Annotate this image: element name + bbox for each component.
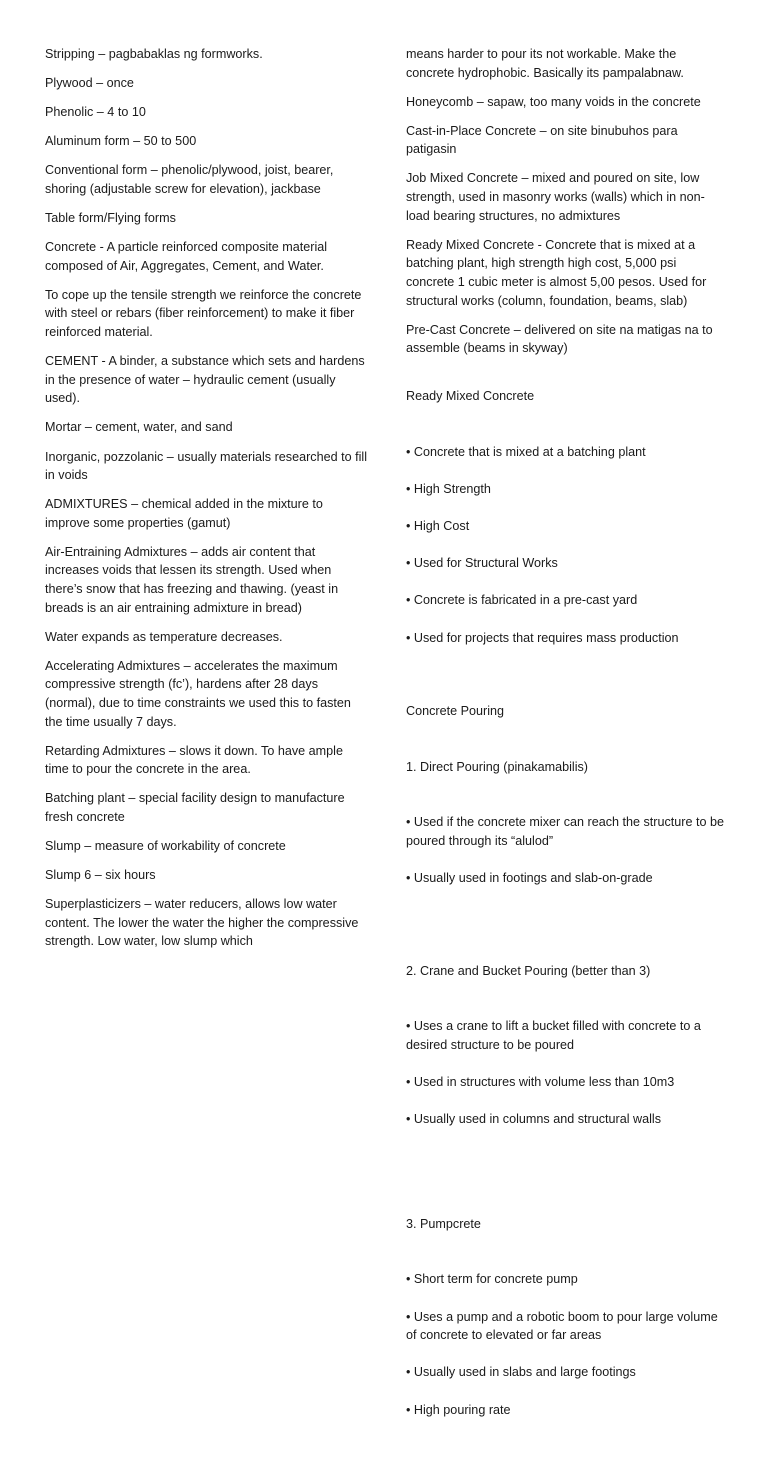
- note-ready-mixed: Ready Mixed Concrete - Concrete that is mixed at a batching plant, high strength high cost, 5,000 psi concrete 1 cubic meter is almost 5,00 pesos. Used for structural works (column, foundation, beams, slab): [406, 237, 707, 308]
- note-retarding: Retarding Admixtures – slows it down. To have ample time to pour the concrete in the area.: [45, 743, 343, 777]
- list-item: • Concrete is fabricated in a pre-cast yard: [406, 593, 638, 608]
- ready-mixed-section: [406, 368, 726, 684]
- note-honeycomb: Honeycomb – sapaw, too many voids in the concrete: [406, 94, 701, 109]
- pumpcrete-list: [406, 1252, 726, 1438]
- note-aluminum-form: Aluminum form – 50 to 500: [45, 134, 197, 149]
- crane-bucket-heading: 2. Crane and Bucket Pouring (better than 3): [406, 963, 651, 978]
- crane-bucket-section: [406, 943, 726, 1166]
- note-conventional-form: Conventional form – phenolic/plywood, joist, bearer, shoring (adjustable screw for elevation), jackbase: [45, 163, 334, 196]
- note-water-expands: Water expands as temperature decreases.: [45, 629, 283, 644]
- note-stripping: Stripping – pagbabaklas ng formworks.: [45, 47, 263, 61]
- crane-bucket-list: [406, 999, 726, 1148]
- list-item: • Usually used in footings and slab-on-grade: [406, 871, 653, 886]
- list-item: • Used for Structural Works: [406, 556, 558, 571]
- ready-mixed-heading: Ready Mixed Concrete: [406, 388, 535, 403]
- list-item: • Usually used in columns and structural walls: [406, 1112, 661, 1127]
- left-column: [45, 45, 370, 962]
- note-job-mixed: Job Mixed Concrete – mixed and poured on site, low strength, used in masonry works (walls) which in non-load bearing structures, no admixtures: [406, 171, 705, 223]
- note-slump: Slump – measure of workability of concrete: [45, 839, 286, 854]
- note-admixtures: ADMIXTURES – chemical added in the mixture to improve some properties (gamut): [45, 497, 323, 530]
- list-item: • Used if the concrete mixer can reach the structure to be poured through its “alulod”: [406, 815, 725, 848]
- direct-pouring-heading: 1. Direct Pouring (pinakamabilis): [406, 759, 588, 774]
- note-slump-6: Slump 6 – six hours: [45, 868, 156, 883]
- list-item: • Uses a crane to lift a bucket filled with concrete to a desired structure to be poured: [406, 1019, 701, 1052]
- note-phenolic: Phenolic – 4 to 10: [45, 105, 146, 120]
- concrete-pouring-heading: Concrete Pouring: [406, 704, 505, 719]
- list-item: • Used in structures with volume less than 10m3: [406, 1075, 675, 1090]
- right-column: [406, 45, 726, 1467]
- list-item: • Short term for concrete pump: [406, 1272, 578, 1287]
- note-concrete-definition: Concrete - A particle reinforced composite material composed of Air, Aggregates, Cement, and Water.: [45, 240, 328, 273]
- pumpcrete-heading: 3. Pumpcrete: [406, 1216, 481, 1231]
- list-item: • High pouring rate: [406, 1402, 511, 1417]
- list-item: • High Cost: [406, 519, 470, 534]
- note-mortar: Mortar – cement, water, and sand: [45, 420, 233, 435]
- note-superplasticizers: Superplasticizers – water reducers, allows low water content. The lower the water the higher the compressive strength. Low water, low slump which: [45, 897, 359, 949]
- note-cement: CEMENT - A binder, a substance which sets and hardens in the presence of water – hydraulic cement (usually used).: [45, 354, 365, 406]
- note-tensile-strength: To cope up the tensile strength we reinforce the concrete with steel or rebars (fiber reinforcement) to make it fiber reinforced material.: [45, 287, 362, 340]
- note-superplasticizers-continued: means harder to pour its not workable. Make the concrete hydrophobic. Basically its pampalabnaw.: [406, 47, 684, 80]
- note-pozzolanic: Inorganic, pozzolanic – usually materials researched to fill in voids: [45, 449, 368, 483]
- note-pre-cast: Pre-Cast Concrete – delivered on site na matigas na to assemble (beams in skyway): [406, 322, 713, 356]
- direct-pouring-section: [406, 739, 726, 925]
- note-accelerating: Accelerating Admixtures – accelerates the maximum compressive strength (fc’), hardens after 28 days (normal), due to time constraints we used this to fasten the time usually 7 days.: [45, 658, 351, 729]
- list-item: • Concrete that is mixed at a batching plant: [406, 444, 646, 459]
- pumpcrete-section: [406, 1196, 726, 1456]
- note-batching-plant: Batching plant – special facility design to manufacture fresh concrete: [45, 791, 345, 824]
- note-air-entraining: Air-Entraining Admixtures – adds air content that increases voids that lessen its strength. Used when there’s snow that has freezing and thawing. (yeast in breads is an air entraining admixture in bread): [45, 544, 339, 615]
- note-table-form: Table form/Flying forms: [45, 211, 176, 226]
- list-item: • Used for projects that requires mass production: [406, 630, 679, 645]
- ready-mixed-list: [406, 424, 726, 666]
- list-item: • High Strength: [406, 481, 491, 496]
- note-plywood: Plywood – once: [45, 76, 134, 91]
- list-item: • Usually used in slabs and large footings: [406, 1365, 636, 1380]
- direct-pouring-list: [406, 795, 726, 907]
- note-cast-in-place: Cast-in-Place Concrete – on site binubuhos para patigasin: [406, 123, 678, 157]
- list-item: • Uses a pump and a robotic boom to pour large volume of concrete to elevated or far areas: [406, 1309, 718, 1343]
